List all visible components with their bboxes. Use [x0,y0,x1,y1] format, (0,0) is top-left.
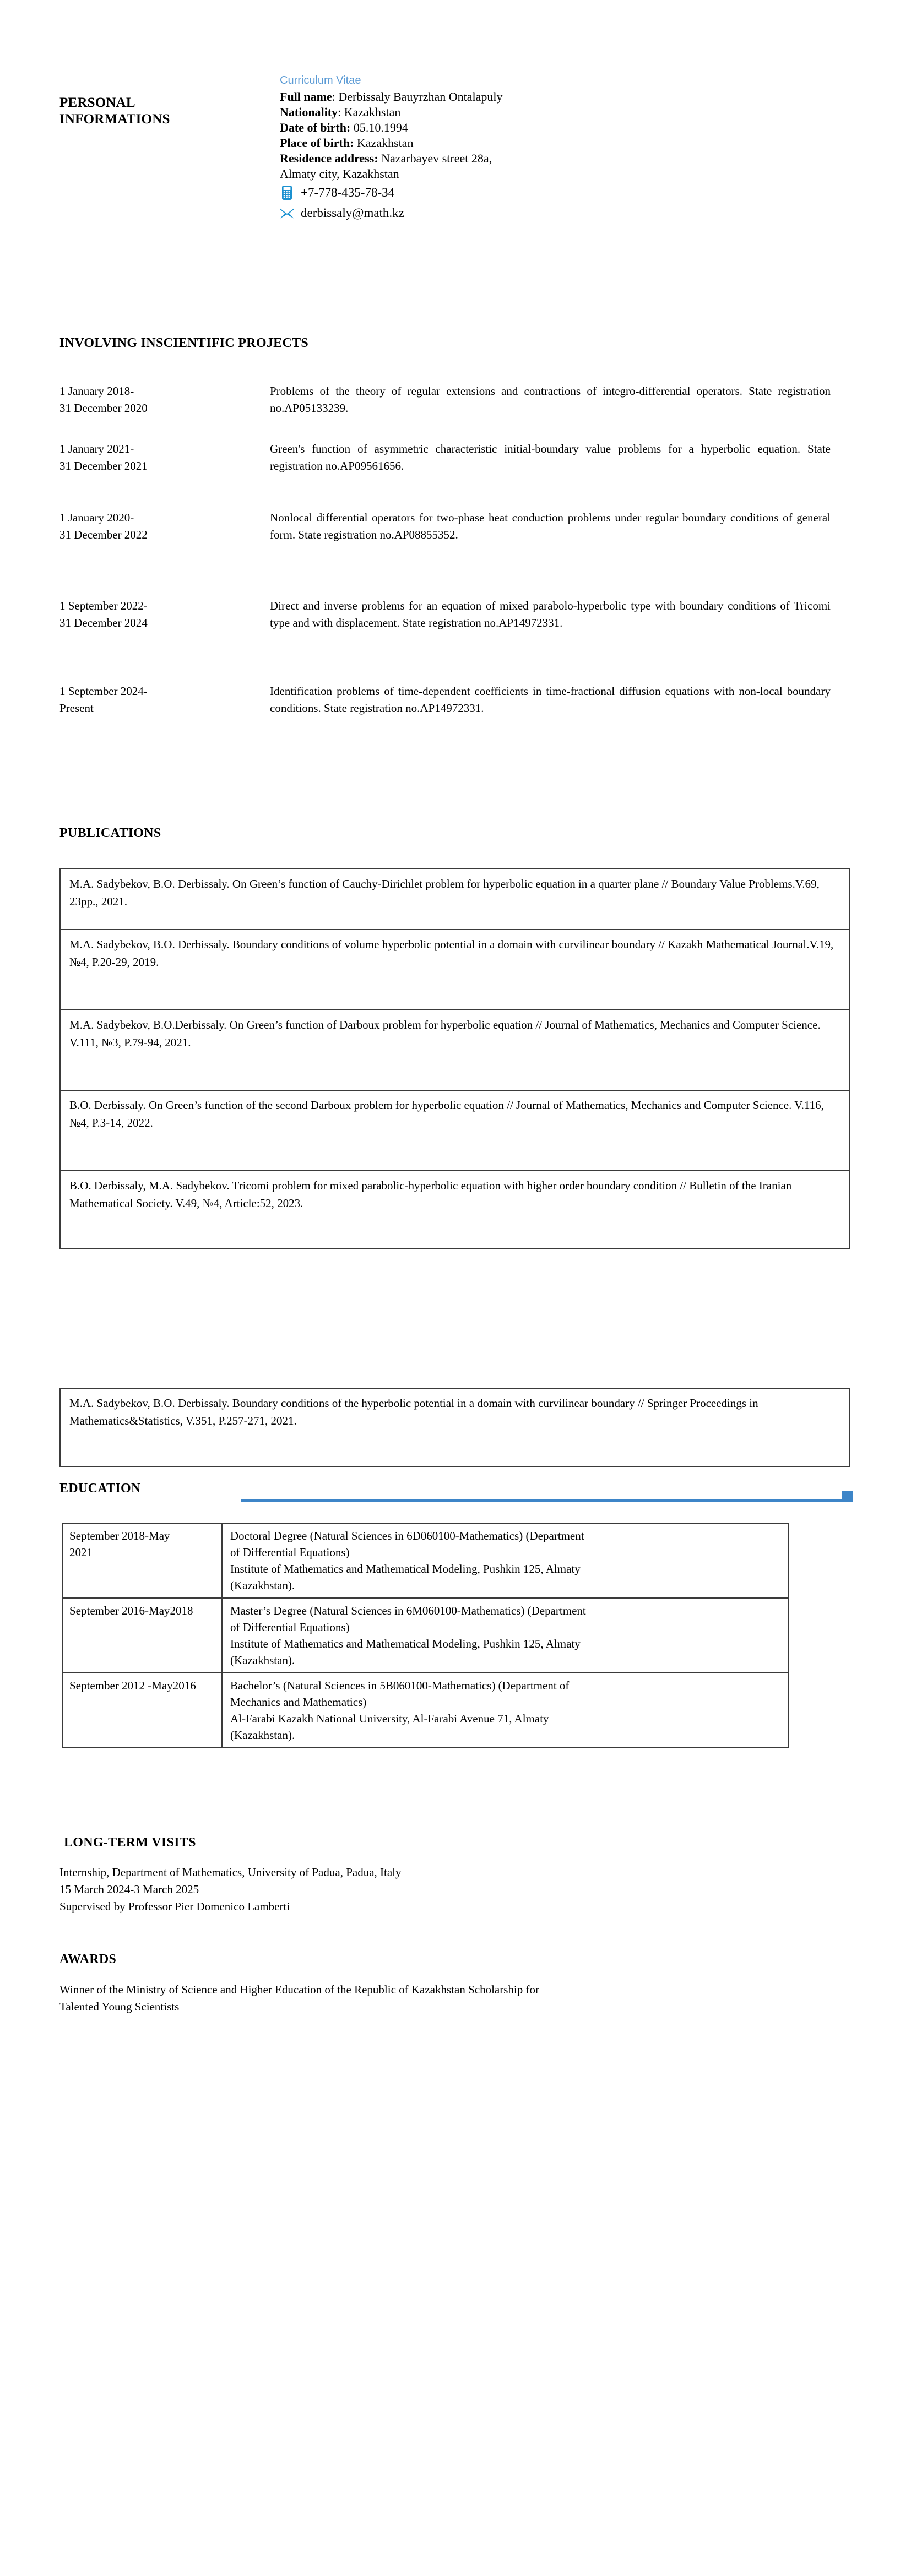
education-description-line: Al-Farabi Kazakh National University, Al-Farabi Avenue 71, Almaty [230,1712,549,1725]
field-full-name-separator: : [332,90,339,104]
project-date [59,597,270,632]
awards-heading: AWARDS [59,1952,117,1966]
project-description: Nonlocal differential operators for two-phase heat conduction problems under regular boundary conditions of general form. State registration no.AP08855352. [270,511,831,541]
publication-row: M.A. Sadybekov, B.O.Derbissaly. On Green’s function of Darboux problem for hyperbolic equation // Journal of Mathematics, Mechanics and Computer Science. V.111, №3, P.79-94, 2021. [61,1010,849,1091]
education-heading-square-marker [842,1491,853,1502]
phone-row [280,183,831,202]
field-date-of-birth-label: Date of birth: [280,121,351,134]
awards-line: Winner of the Ministry of Science and Higher Education of the Republic of Kazakhstan Scholarship for [59,1983,539,1996]
field-nationality-separator: : [338,105,344,119]
education-description-line: (Kazakhstan). [230,1579,295,1592]
education-row [63,1673,788,1747]
field-nationality [280,105,831,120]
long-term-visits-body [59,1864,853,1915]
education-description-line: Mechanics and Mathematics) [230,1695,367,1709]
education-heading: EDUCATION [59,1481,141,1496]
field-place-of-birth-value: Kazakhstan [356,136,414,150]
education-heading-rule [241,1499,844,1502]
project-row [59,441,853,475]
project-date [59,383,270,417]
field-nationality-label: Nationality [280,105,338,119]
project-date-line-1: 1 January 2021- [59,442,134,455]
long-term-visits-line: 15 March 2024-3 March 2025 [59,1883,199,1896]
project-row [59,383,853,417]
envelope-icon [280,205,294,221]
education-row [63,1524,788,1599]
education-description-line: Institute of Mathematics and Mathematical Modeling, Pushkin 125, Almaty [230,1637,581,1650]
education-description-line: Bachelor’s (Natural Sciences in 5B060100-Mathematics) (Department of [230,1679,570,1692]
project-row [59,597,853,632]
project-date [59,509,270,544]
field-residence-address [280,151,831,166]
project-date-line-2: Present [59,702,94,715]
project-date-line-1: 1 January 2018- [59,384,134,398]
education-date [63,1599,223,1672]
education-table [62,1523,789,1748]
email-row [280,204,831,222]
project-date-line-1: 1 September 2024- [59,684,148,698]
field-date-of-birth [280,120,831,135]
publication-row: M.A. Sadybekov, B.O. Derbissaly. Boundary conditions of the hyperbolic potential in a domain with curvilinear boundary // Springer Proceedings in Mathematics&Statistics, V.351, P.257-271, 2021. [69,1396,758,1427]
project-row [59,683,853,717]
publications-heading: PUBLICATIONS [59,826,161,840]
project-row [59,509,853,544]
education-description-line: Doctoral Degree (Natural Sciences in 6D060100-Mathematics) (Department [230,1529,584,1542]
personal-details [280,73,831,222]
project-date [59,441,270,475]
project-date-line-1: 1 January 2020- [59,511,134,524]
field-full-name-label: Full name [280,90,332,104]
project-description: Direct and inverse problems for an equation of mixed parabolo-hyperbolic type with boundary conditions of Tricomi type and with displacement. State registration no.AP14972331. [270,599,831,629]
personal-label-line-1: PERSONAL [59,95,135,110]
education-description-line: Master’s Degree (Natural Sciences in 6M060100-Mathematics) (Department [230,1604,586,1617]
publication-row: B.O. Derbissaly. On Green’s function of the second Darboux problem for hyperbolic equation // Journal of Mathematics, Mechanics and Computer Science. V.116, №4, P.3-14, 2022. [61,1091,849,1171]
email-address[interactable]: derbissaly@math.kz [301,206,404,220]
field-place-of-birth [280,135,831,151]
field-nationality-value: Kazakhstan [344,105,401,119]
field-residence-address-label: Residence address: [280,151,378,165]
education-date-line-1: September 2012 -May2016 [69,1679,196,1692]
field-full-name-value: Derbissaly Bauyrzhan Ontalapuly [338,90,503,104]
project-date-line-2: 31 December 2020 [59,401,148,415]
publication-row: M.A. Sadybekov, B.O. Derbissaly. Boundary conditions of volume hyperbolic potential in a domain with curvilinear boundary // Kazakh Mathematical Journal.V.19, №4, P.20-29, 2019. [61,930,849,1010]
field-residence-address-line-2: Almaty city, Kazakhstan [280,167,399,181]
education-date-line-2: 2021 [69,1546,93,1559]
education-description-line: of Differential Equations) [230,1546,350,1559]
field-place-of-birth-label: Place of birth: [280,136,354,150]
long-term-visits-line: Internship, Department of Mathematics, University of Padua, Padua, Italy [59,1866,402,1879]
education-description [223,1673,788,1747]
publication-row: B.O. Derbissaly, M.A. Sadybekov. Tricomi problem for mixed parabolic-hyperbolic equation with higher order boundary condition // Bulletin of the Iranian Mathematical Society. V.49, №4, Article:52, 2023. [69,1179,792,1210]
publications-table-continued [59,1388,850,1467]
project-description: Identification problems of time-dependent coefficients in time-fractional diffusion equations with non-local boundary conditions. State registration no.AP14972331. [270,684,831,715]
education-description-line: Institute of Mathematics and Mathematical Modeling, Pushkin 125, Almaty [230,1562,581,1575]
project-date-line-1: 1 September 2022- [59,599,148,612]
phone-number[interactable]: +7-778-435-78-34 [301,186,395,199]
project-date [59,683,270,717]
field-residence-address-value: Nazarbayev street 28a, [381,151,492,165]
education-date [63,1524,223,1597]
education-date [63,1673,223,1747]
education-description-line: of Differential Equations) [230,1621,350,1634]
awards-line: Talented Young Scientists [59,2000,180,2013]
project-date-line-2: 31 December 2022 [59,528,148,541]
field-date-of-birth-value: 05.10.1994 [353,121,408,134]
education-description [223,1599,788,1672]
project-description: Problems of the theory of regular extensions and contractions of integro-differential operators. State registration no.AP05133239. [270,384,831,415]
project-date-line-2: 31 December 2024 [59,616,148,629]
mobile-phone-icon [280,185,294,200]
education-date-line-1: September 2018-May [69,1529,170,1542]
publication-row: M.A. Sadybekov, B.O. Derbissaly. On Green’s function of Cauchy-Dirichlet problem for hyperbolic equation in a quarter plane // Boundary Value Problems.V.69, 23pp., 2021. [61,869,849,930]
long-term-visits-heading: LONG-TERM VISITS [64,1835,196,1850]
education-date-line-1: September 2016-May2018 [69,1604,193,1617]
field-full-name [280,89,831,105]
personal-label-line-2: INFORMATIONS [59,112,170,127]
education-description-line: (Kazakhstan). [230,1654,295,1667]
curriculum-vitae-title: Curriculum Vitae [280,74,361,86]
project-date-line-2: 31 December 2021 [59,459,148,472]
publications-table [59,868,850,1249]
project-description: Green's function of asymmetric characteristic initial-boundary value problems for a hyperbolic equation. State registration no.AP09561656. [270,442,831,472]
long-term-visits-line: Supervised by Professor Pier Domenico Lamberti [59,1900,290,1913]
personal-information-label [59,95,241,128]
projects-heading: INVOLVING INSCIENTIFIC PROJECTS [59,336,309,350]
education-description [223,1524,788,1597]
awards-body [59,1981,853,2015]
education-description-line: (Kazakhstan). [230,1729,295,1742]
education-row [63,1599,788,1673]
